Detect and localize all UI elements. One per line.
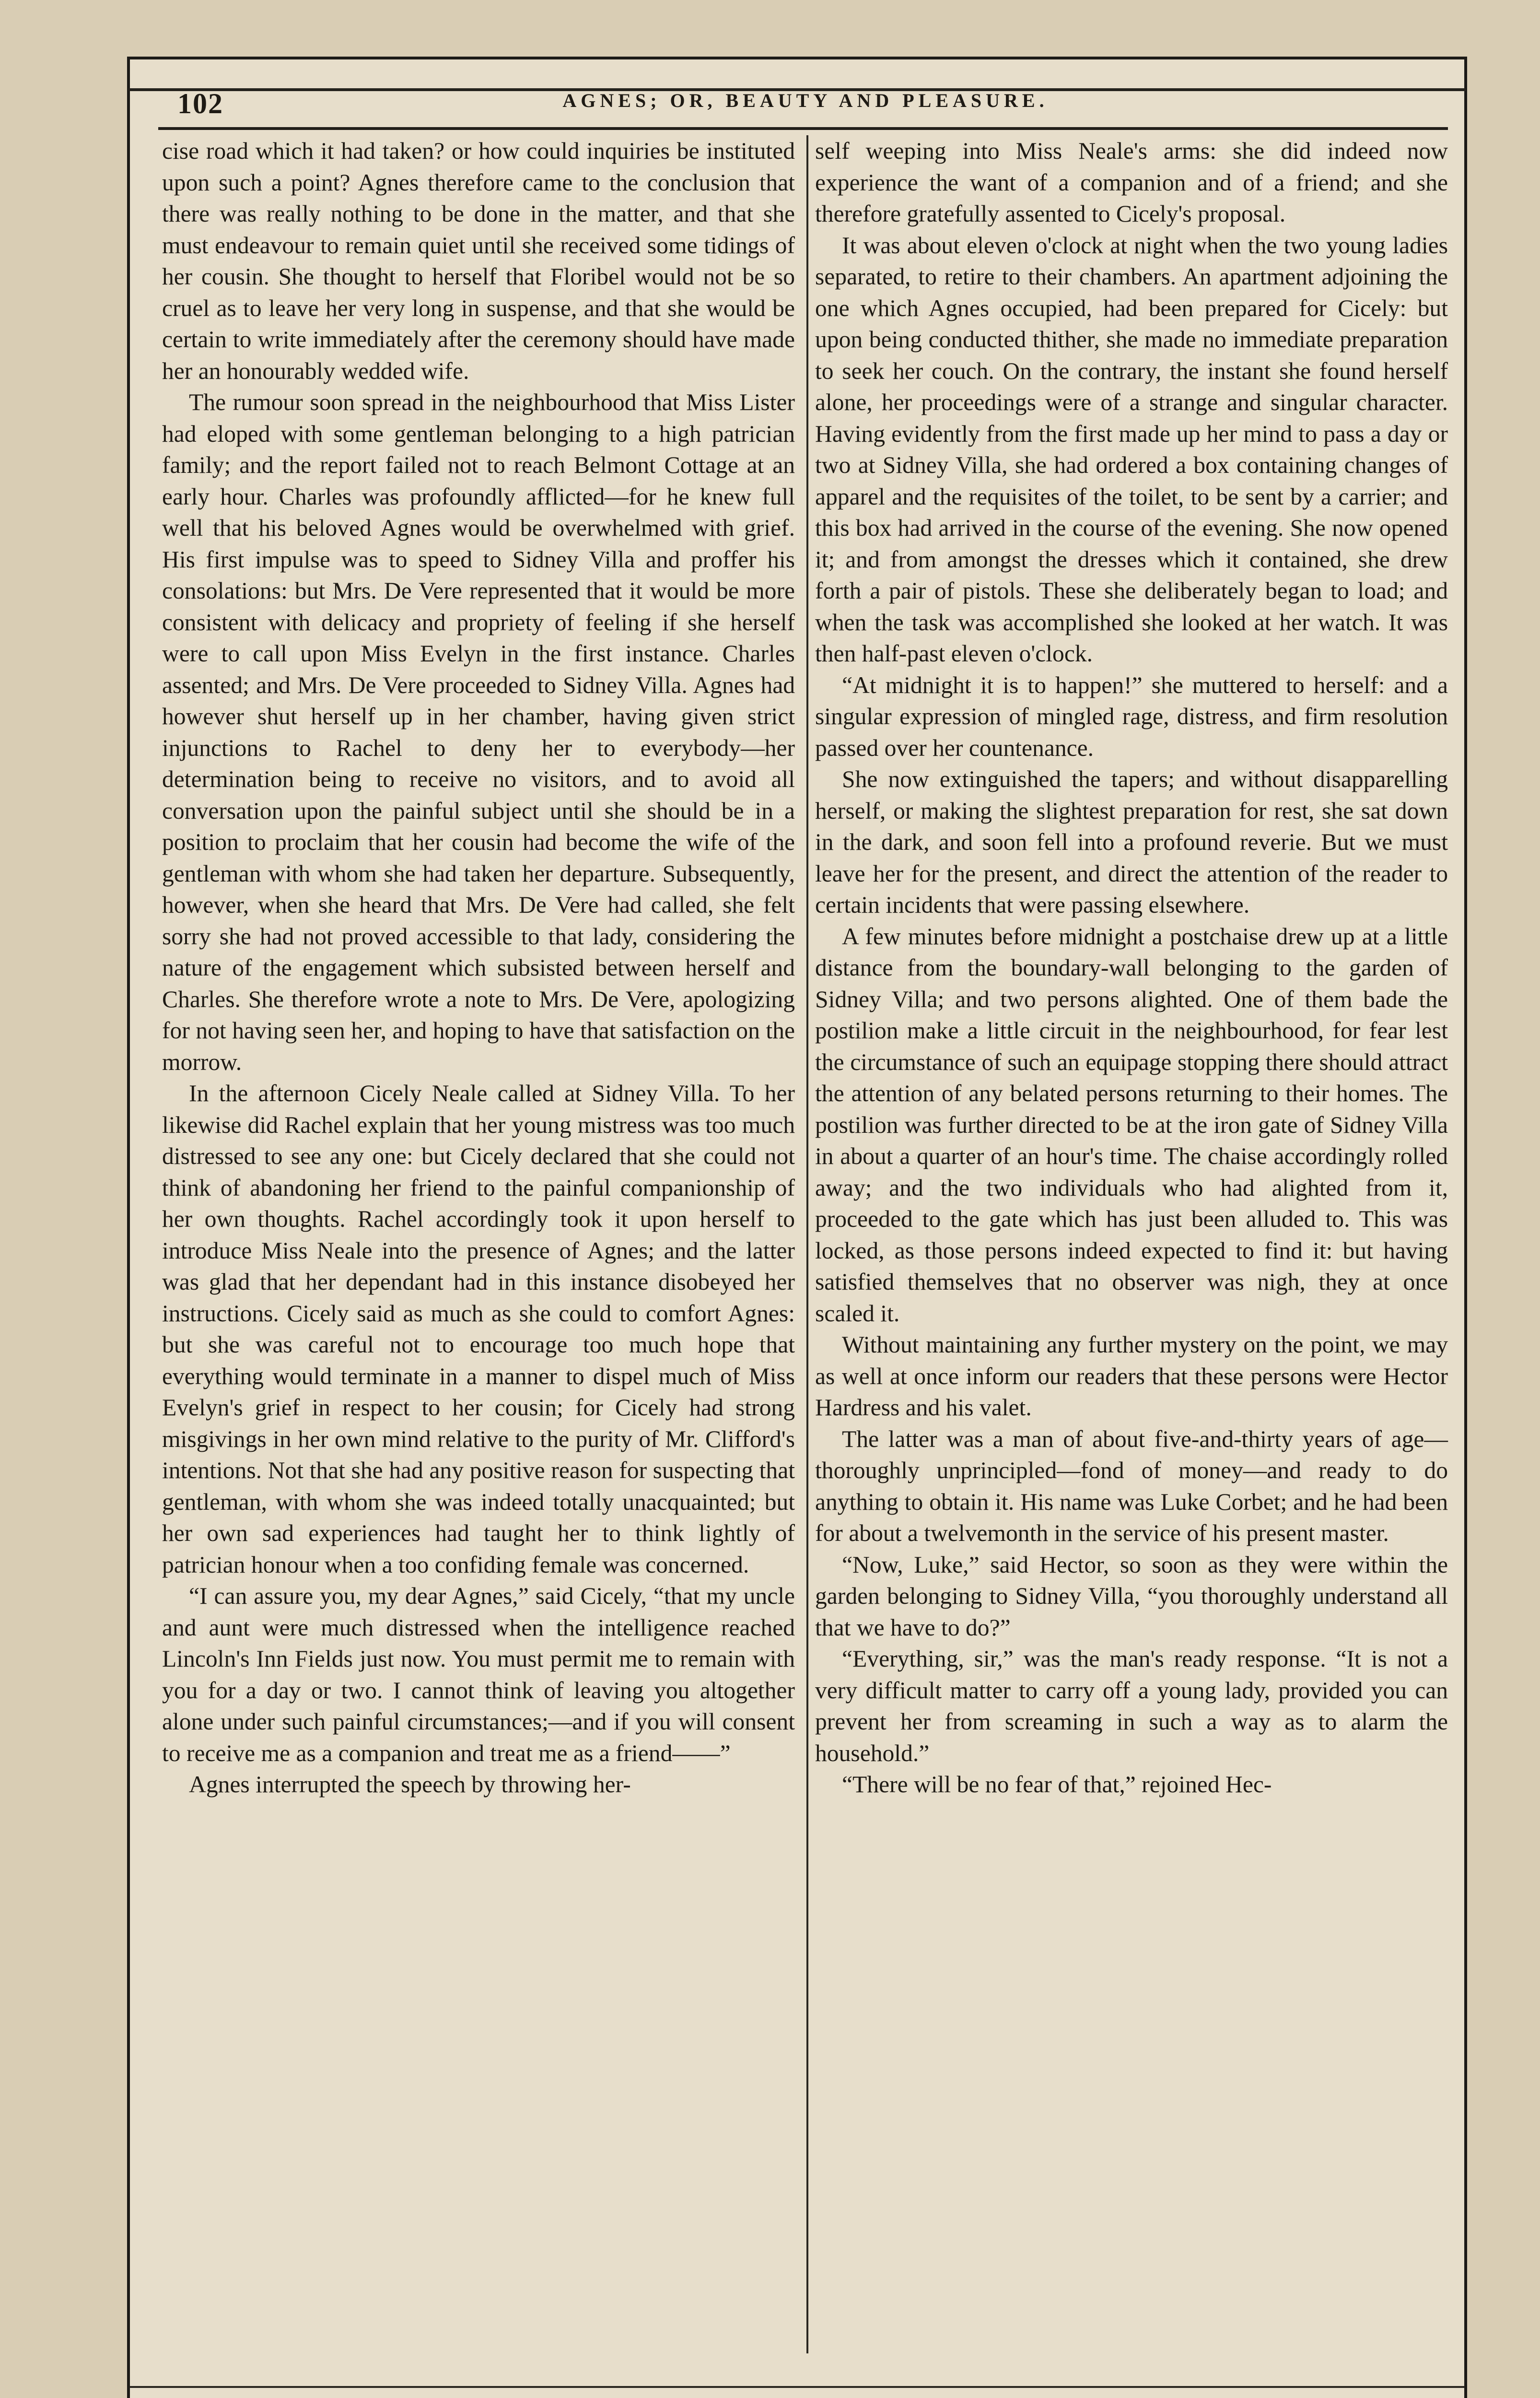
- paragraph: The rumour soon spread in the neighbourhood that Miss Lister had eloped with some gentleman belonging to a high patrician family; and the report failed not to reach Belmont Cottage at an early hour. Charles was profoundly afflicted—for he knew full well that his beloved Agnes would be overwhelmed with grief. His first impulse was to speed to Sidney Villa and proffer his consolations: but Mrs. De Vere represented that it would be more consistent with delicacy and propriety of feeling if she herself were to call upon Miss Evelyn in the first instance. Charles assented; and Mrs. De Vere proceeded to Sidney Villa. Agnes had however shut herself up in her chamber, having given strict injunctions to Rachel to deny her to everybody—her determination being to receive no visitors, and to avoid all conversation upon the painful subject until she should be in a position to proclaim that her cousin had become the wife of the gentleman with whom she had taken her departure. Subsequently, however, when she heard that Mrs. De Vere had called, she felt sorry she had not proved accessible to that lady, considering the nature of the engagement which subsisted between herself and Charles. She therefore wrote a note to Mrs. De Vere, apologizing for not having seen her, and hoping to have that satisfaction on the morrow.: [162, 389, 795, 1075]
- paragraph: It was about eleven o'clock at night when the two young ladies separated, to retire to their chambers. An apartment adjoining the one which Agnes occupied, had been prepared for Cicely: but upon being conducted thither, she made no immediate preparation to seek her couch. On the contrary, the instant she found herself alone, her proceedings were of a strange and singular character. Having evidently from the first made up her mind to pass a day or two at Sidney Villa, she had ordered a box containing changes of apparel and the requisites of the toilet, to be sent by a carrier; and this box had arrived in the course of the evening. She now opened it; and from amongst the dresses which it contained, she drew forth a pair of pistols. These she deliberately began to load; and when the task was accomplished she looked at her watch. It was then half-past eleven o'clock.: [815, 232, 1448, 667]
- paragraph: “There will be no fear of that,” rejoined Hec-: [842, 1771, 1272, 1798]
- paragraph: Agnes interrupted the speech by throwing her-: [189, 1771, 631, 1798]
- paragraph: Without maintaining any further mystery on the point, we may as well at once inform our readers that these persons were Hector Hardress and his valet.: [815, 1331, 1448, 1421]
- paragraph: “At midnight it is to happen!” she muttered to herself: and a singular expression of mingled rage, distress, and firm resolution passed over her countenance.: [815, 671, 1448, 761]
- left-column: [162, 135, 795, 1800]
- paragraph: cise road which it had taken? or how could inquiries be instituted upon such a point? Agnes therefore came to the conclusion that there was really nothing to be done in the matter, and that she must endeavour to remain quiet until she received some tidings of her cousin. She thought to herself that Floribel would not be so cruel as to leave her very long in suspense, and that she would be certain to write immediately after the ceremony should have made her an honourably wedded wife.: [162, 138, 795, 384]
- page-number: 102: [177, 88, 223, 119]
- paragraph: In the afternoon Cicely Neale called at Sidney Villa. To her likewise did Rachel explain that her young mistress was too much distressed to see any one: but Cicely declared that she could not think of abandoning her friend to the painful companionship of her own thoughts. Rachel accordingly took it upon herself to introduce Miss Neale into the presence of Agnes; and the latter was glad that her dependant had in this instance disobeyed her instructions. Cicely said as much as she could to comfort Agnes: but she was careful not to encourage too much hope that everything would terminate in a manner to dispel much of Miss Evelyn's grief in respect to her cousin; for Cicely had strong misgivings in her own mind relative to the purity of Mr. Clifford's intentions. Not that she had any positive reason for suspecting that gentleman, with whom she was indeed totally unacquainted; but her own sad experiences had taught her to think lightly of patrician honour when a too confiding female was concerned.: [162, 1080, 795, 1578]
- page-header: [144, 84, 1467, 123]
- paragraph: self weeping into Miss Neale's arms: she did indeed now experience the want of a companion and of a friend; and she therefore gratefully assented to Cicely's proposal.: [815, 138, 1448, 227]
- paragraph: The latter was a man of about five-and-thirty years of age—thoroughly unprincipled—fond of money—and ready to do anything to obtain it. His name was Luke Corbet; and he had been for about a twelvemonth in the service of his present master.: [815, 1425, 1448, 1546]
- column-divider: [806, 135, 808, 2353]
- header-rule: [158, 127, 1448, 130]
- right-column: [815, 135, 1448, 1800]
- paragraph: She now extinguished the tapers; and without disapparelling herself, or making the slightest preparation for rest, she sat down in the dark, and soon fell into a profound reverie. But we must leave her for the present, and direct the attention of the reader to certain incidents that were passing elsewhere.: [815, 766, 1448, 918]
- paragraph: “Everything, sir,” was the man's ready response. “It is not a very difficult matter to carry off a young lady, provided you can prevent her from screaming in such a way as to alarm the household.”: [815, 1646, 1448, 1766]
- paragraph: “I can assure you, my dear Agnes,” said Cicely, “that my uncle and aunt were much distressed when the intelligence reached Lincoln's Inn Fields just now. You must permit me to remain with you for a day or two. I cannot think of leaving you altogether alone under such painful circumstances;—and if you will consent to receive me as a companion and treat me as a friend——”: [162, 1583, 795, 1766]
- bottom-rule: [129, 2386, 1465, 2388]
- paragraph: A few minutes before midnight a postchaise drew up at a little distance from the boundary-wall belonging to the garden of Sidney Villa; and two persons alighted. One of them bade the postilion make a little circuit in the neighbourhood, for fear lest the circumstance of such an equipage stopping there should attract the attention of any belated persons returning to their homes. The postilion was further directed to be at the iron gate of Sidney Villa in about a quarter of an hour's time. The chaise accordingly rolled away; and the two individuals who had alighted from it, proceeded to the gate which has just been alluded to. This was locked, as those persons indeed expected to find it: but having satisfied themselves that no observer was nigh, they at once scaled it.: [815, 923, 1448, 1327]
- paragraph: “Now, Luke,” said Hector, so soon as they were within the garden belonging to Sidney Villa, “you thoroughly understand all that we have to do?”: [815, 1551, 1448, 1641]
- running-head: AGNES; OR, BEAUTY AND PLEASURE.: [562, 90, 1049, 111]
